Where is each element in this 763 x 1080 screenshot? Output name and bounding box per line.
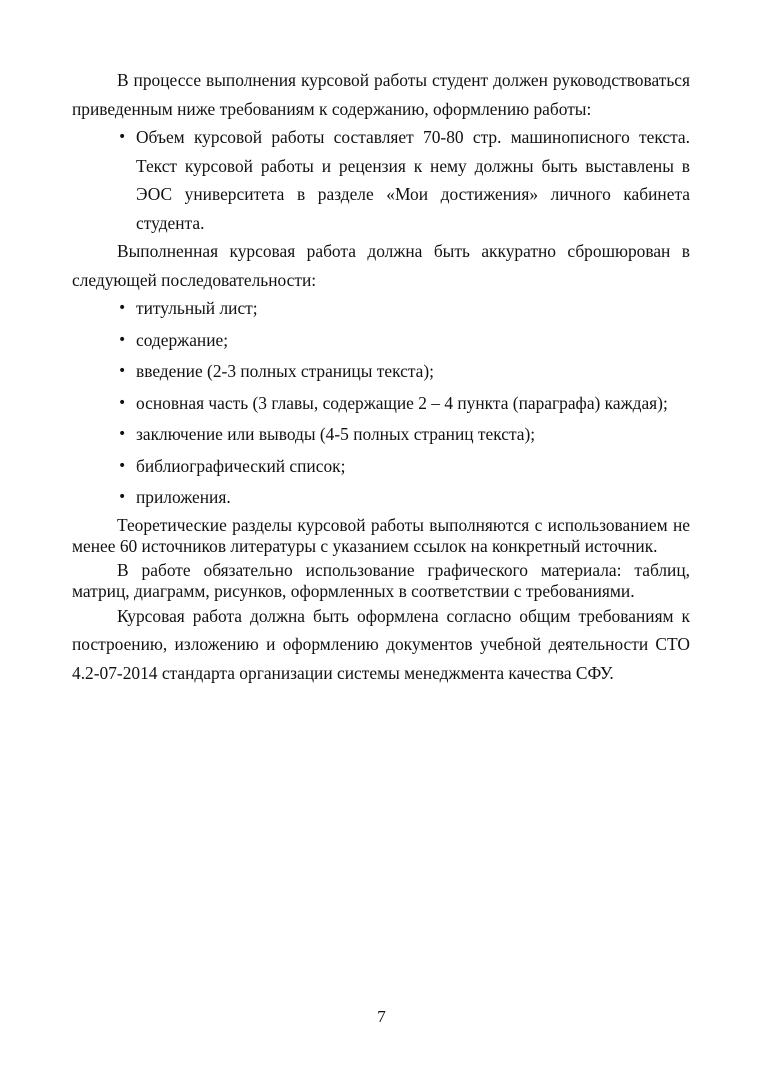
requirements-list xyxy=(118,123,690,237)
section-text: содержание; xyxy=(136,329,229,350)
bullet-icon: • xyxy=(118,426,127,442)
section-text: введение (2-3 полных страницы текста); xyxy=(136,361,434,381)
section-text: заключение или выводы (4-5 полных страниц текста); xyxy=(136,424,536,444)
section-item xyxy=(118,483,690,512)
section-text: титульный лист; xyxy=(136,298,258,318)
bullet-icon: • xyxy=(118,129,127,145)
binding-intro-paragraph: Выполненная курсовая работа должна быть аккуратно сброшюрован в следующей последовательности: xyxy=(72,241,690,290)
intro-paragraph: В процессе выполнения курсовой работы студент должен руководствоваться приведенным ниже требованиям к содержанию, оформлению работы: xyxy=(72,70,690,119)
bullet-icon: • xyxy=(118,300,127,316)
section-item xyxy=(118,389,690,418)
bullet-icon: • xyxy=(118,331,127,348)
document-body xyxy=(72,66,690,687)
requirement-item xyxy=(118,123,690,237)
section-item xyxy=(118,420,690,449)
bullet-icon: • xyxy=(118,363,127,379)
bullet-icon: • xyxy=(118,394,127,411)
requirement-text: Объем курсовой работы составляет 70-80 стр. машинописного текста. Текст курсовой работы и рецензия к нему должны быть выставлены в ЭОС университета в разделе «Мои достижения» личного кабинета студента. xyxy=(136,127,690,233)
bullet-icon: • xyxy=(118,489,127,505)
graphics-paragraph: В работе обязательно использование графического материала: таблиц, матриц, диаграмм, рисунков, оформленных в соответствии с требованиями. xyxy=(72,559,690,601)
sections-list xyxy=(118,294,690,512)
section-item xyxy=(118,326,690,355)
standard-paragraph: Курсовая работа должна быть оформлена согласно общим требованиям к построению, изложению и оформлению документов учебной деятельности СТО 4.2-07-2014 стандарта организации системы менеджмента качества СФУ. xyxy=(72,605,690,683)
section-item xyxy=(118,357,690,386)
section-text: основная часть (3 главы, содержащие 2 – 4 пункта (параграфа) каждая); xyxy=(136,392,668,413)
theory-paragraph: Теоретические разделы курсовой работы выполняются с использованием не менее 60 источников литературы с указанием ссылок на конкретный источник. xyxy=(72,514,690,556)
section-text: приложения. xyxy=(136,487,231,507)
section-item xyxy=(118,452,690,481)
page-number: 7 xyxy=(377,1007,386,1026)
section-item xyxy=(118,294,690,323)
section-text: библиографический список; xyxy=(136,455,346,476)
bullet-icon: • xyxy=(118,457,127,474)
